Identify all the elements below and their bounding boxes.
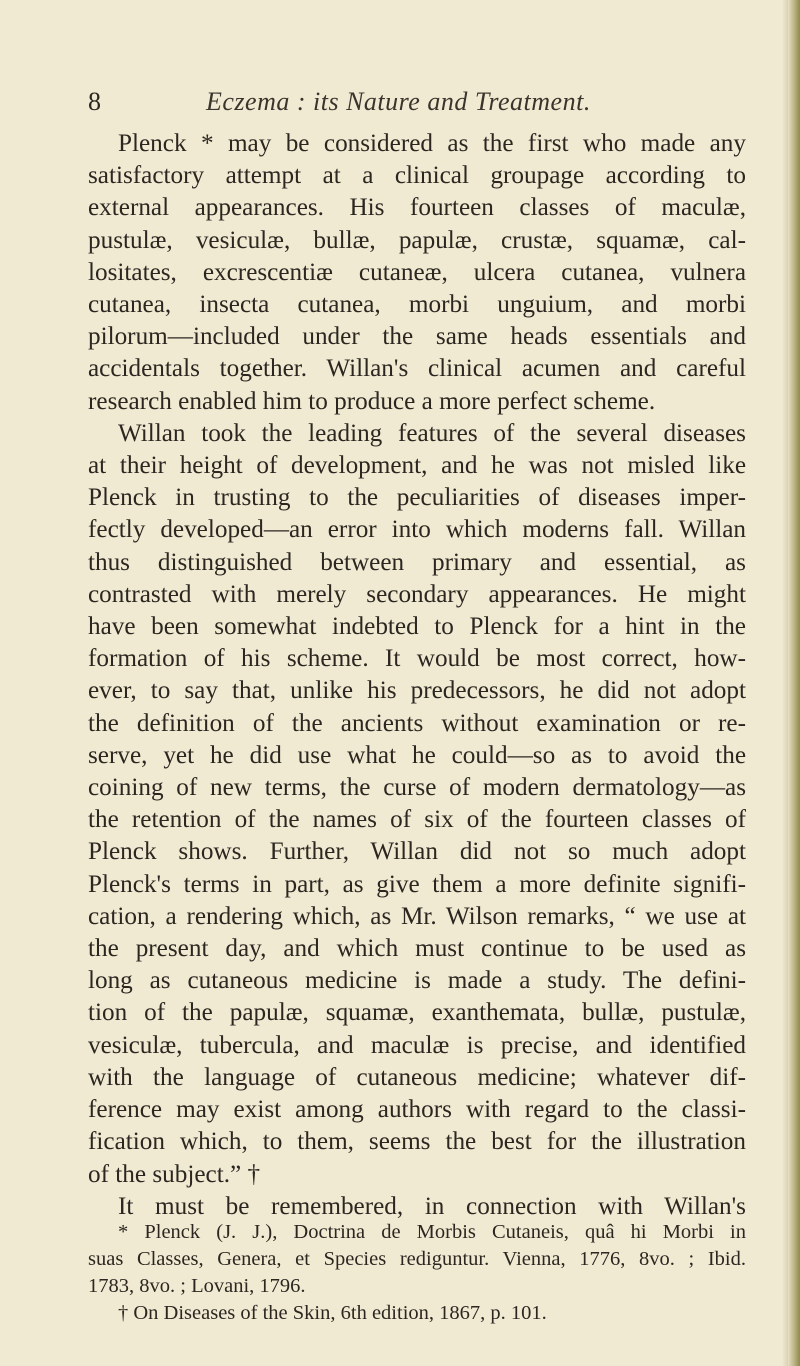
- text-line: Willan took the leading features of the several diseases: [118, 419, 746, 447]
- text-line: have been somewhat indebted to Plenck for a hint in the: [88, 613, 746, 641]
- text-line: Plenck in trusting to the peculiarities of diseases imper-: [88, 484, 746, 512]
- text-line: It must be remembered, in connection with Willan's: [118, 1192, 746, 1220]
- text-line: pilorum—included under the same heads essentials and: [88, 323, 746, 351]
- text-line: formation of his scheme. It would be most correct, how-: [88, 645, 746, 673]
- text-line: external appearances. His fourteen classes of maculæ,: [88, 194, 746, 222]
- page-number: 8: [88, 87, 101, 116]
- text-line: Plenck * may be considered as the first who made any: [118, 130, 746, 157]
- text-line: research enabled him to produce a more perfect scheme.: [88, 387, 656, 415]
- text-line: lositates, excrescentiæ cutaneæ, ulcera cutanea, vulnera: [88, 258, 746, 286]
- text-line: fectly developed—an error into which moderns fall. Willan: [88, 516, 746, 544]
- text-line: Plenck's terms in part, as give them a more definite signifi-: [88, 870, 746, 898]
- text-line: pustulæ, vesiculæ, bullæ, papulæ, crustæ, squamæ, cal-: [88, 226, 746, 254]
- footnote-line: 1783, 8vo. ; Lovani, 1796.: [88, 1275, 306, 1297]
- text-line: of the subject.” †: [88, 1160, 261, 1188]
- text-line: serve, yet he did use what he could—so as to avoid the: [88, 741, 746, 769]
- body-text: [88, 128, 746, 1223]
- text-line: at their height of development, and he was not misled like: [88, 452, 746, 480]
- text-line: the definition of the ancients without examination or re-: [88, 709, 746, 737]
- text-line: tion of the papulæ, squamæ, exanthemata, bullæ, pustulæ,: [88, 999, 746, 1027]
- footnotes: [88, 1219, 746, 1327]
- text-line: long as cutaneous medicine is made a study. The defini-: [88, 967, 746, 995]
- footnote-line: * Plenck (J. J.), Doctrina de Morbis Cutaneis, quâ hi Morbi in: [118, 1221, 746, 1243]
- text-line: the retention of the names of six of the fourteen classes of: [88, 806, 746, 834]
- footnote-line: † On Diseases of the Skin, 6th edition, 1867, p. 101.: [118, 1302, 547, 1324]
- text-line: cation, a rendering which, as Mr. Wilson remarks, “ we use at: [88, 902, 746, 930]
- text-line: the present day, and which must continue to be used as: [88, 935, 746, 963]
- text-line: with the language of cutaneous medicine; whatever dif-: [88, 1063, 746, 1091]
- text-line: vesiculæ, tubercula, and maculæ is precise, and identified: [88, 1031, 746, 1059]
- page-header: [88, 84, 748, 120]
- text-line: ever, to say that, unlike his predecessors, he did not adopt: [88, 677, 746, 705]
- text-line: coining of new terms, the curse of modern dermatology—as: [88, 774, 746, 802]
- text-line: fication which, to them, seems the best for the illustration: [88, 1128, 746, 1156]
- text-line: contrasted with merely secondary appearances. He might: [88, 580, 746, 608]
- text-line: ference may exist among authors with regard to the classi-: [88, 1096, 746, 1124]
- page-edge: [788, 0, 800, 1366]
- text-line: accidentals together. Willan's clinical acumen and careful: [88, 355, 746, 383]
- text-line: Plenck shows. Further, Willan did not so much adopt: [88, 838, 746, 866]
- text-line: satisfactory attempt at a clinical groupage according to: [88, 162, 746, 190]
- running-head: Eczema : its Nature and Treatment.: [206, 87, 591, 116]
- text-line: thus distinguished between primary and essential, as: [88, 548, 746, 576]
- footnote-line: suas Classes, Genera, et Species rediguntur. Vienna, 1776, 8vo. ; Ibid.: [88, 1248, 746, 1270]
- text-line: cutanea, insecta cutanea, morbi unguium, and morbi: [88, 291, 746, 319]
